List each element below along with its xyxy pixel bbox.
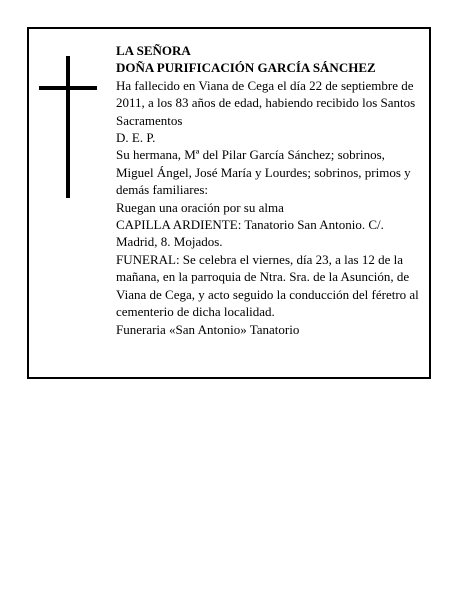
- funeral-home: Funeraria «San Antonio» Tanatorio: [116, 321, 300, 337]
- dep-abbreviation: D. E. P.: [116, 130, 156, 146]
- deceased-name: DOÑA PURIFICACIÓN GARCÍA SÁNCHEZ: [116, 60, 376, 76]
- prayer-request: Ruegan una oración por su alma: [116, 199, 284, 215]
- heading-title: LA SEÑORA: [116, 43, 191, 58]
- death-statement: Ha fallecido en Viana de Cega el día 22 de septiembre de 2011, a los 83 años de edad, habiendo recibido los Santos Sacramentos: [116, 77, 416, 128]
- obituary-notice: [27, 27, 431, 379]
- cross-vertical-bar: [66, 56, 70, 198]
- family-members: Su hermana, Mª del Pilar García Sánchez; sobrinos, Miguel Ángel, José María y Lourdes; sobrinos, primos y demás familiares:: [116, 147, 411, 198]
- notice-text: [116, 42, 422, 338]
- cross-icon: [39, 56, 97, 198]
- cross-horizontal-bar: [39, 86, 97, 90]
- funeral-info: FUNERAL: Se celebra el viernes, día 23, a las 12 de la mañana, en la parroquia de Ntra. Sra. de la Asunción, de Viana de Cega, y acto seguido la conducción del féretro al cementerio de dicha localidad.: [116, 251, 419, 320]
- chapel-info: CAPILLA ARDIENTE: Tanatorio San Antonio. C/. Madrid, 8. Mojados.: [116, 217, 384, 250]
